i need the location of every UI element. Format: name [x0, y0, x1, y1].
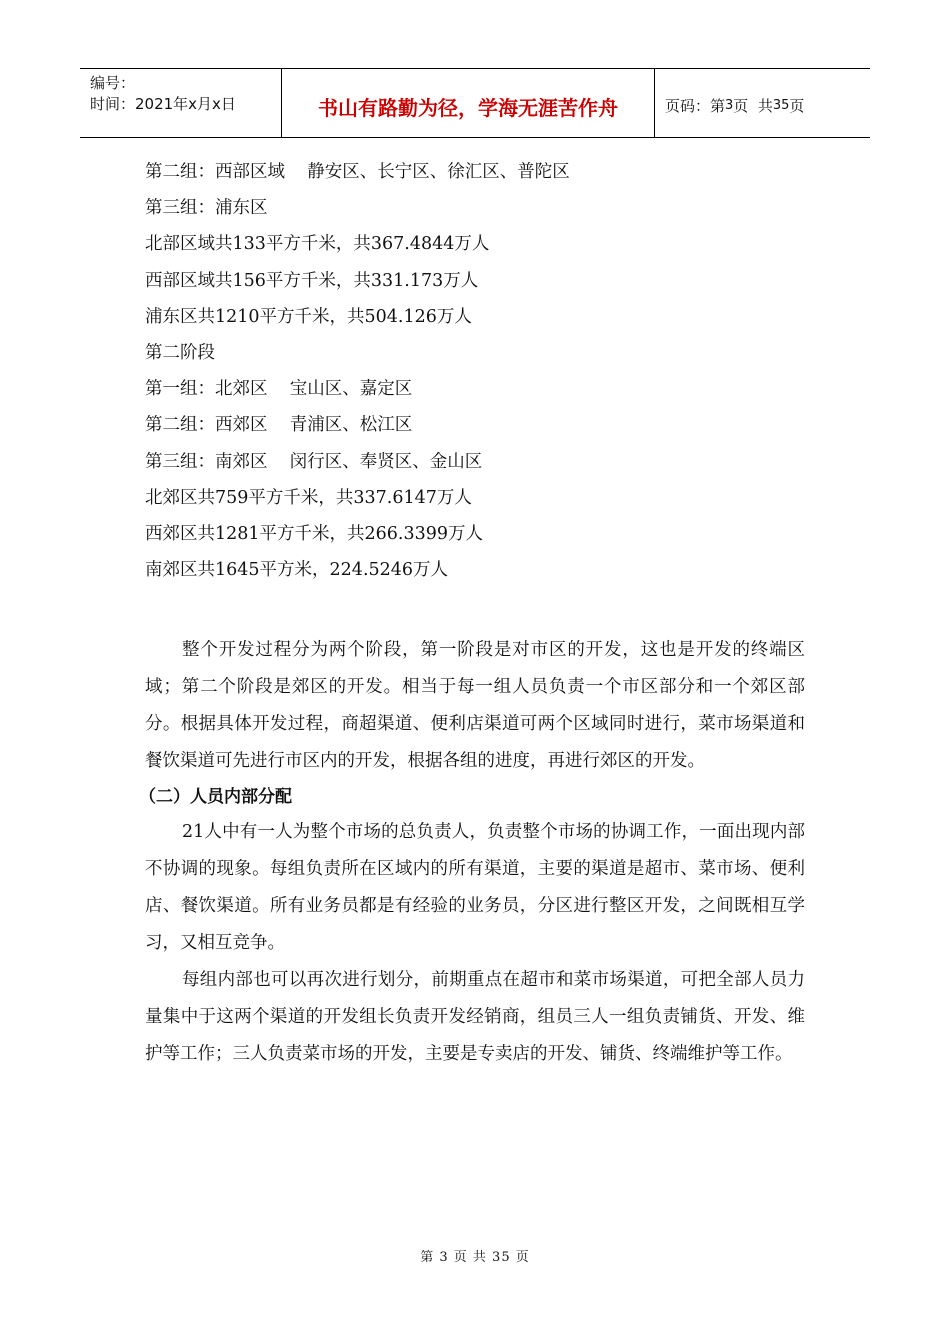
document-body: [139, 154, 805, 1073]
text-line: 北部区域共133平方千米，共367.4844万人: [145, 234, 490, 255]
text-line: 西郊区共1281平方千米，共266.3399万人: [145, 524, 484, 545]
time-label: 时间：2021年x月x日: [90, 95, 236, 113]
text-line: 第三组：南郊区 闵行区、奉贤区、金山区: [145, 451, 483, 472]
page-current: 3: [725, 97, 734, 113]
text-line: 第二组：西部区域 静安区、长宁区、徐汇区、普陀区: [145, 162, 570, 182]
page-total: 35: [772, 97, 790, 113]
page-mid: 页 共: [733, 96, 773, 115]
number-label: 编号：: [90, 74, 136, 92]
text-line: 第三组：浦东区: [145, 198, 268, 219]
section-title: （二）人员内部分配: [139, 787, 292, 808]
text-line: 南郊区共1645平方米，224.5246万人: [145, 560, 449, 581]
text-line: 浦东区共1210平方千米，共504.126万人: [145, 306, 472, 327]
paragraph-staff-allocation: 21人中有一人为整个市场的总负责人，负责整个市场的协调工作，一面出现内部不协调的现象。每组负责所在区域内的所有渠道，主要的渠道是超市、菜市场、便利店、餐饮渠道。所有业务员都是有经验的业务员，分区进行整区开发，之间既相互学习，又相互竞争。: [145, 822, 805, 954]
page-prefix: 页码：第: [665, 96, 726, 115]
header-motto: 书山有路勤为径，学海无涯苦作舟: [282, 69, 655, 137]
paragraph-development-stages: 整个开发过程分为两个阶段，第一阶段是对市区的开发，这也是开发的终端区域；第二个阶段是郊区的开发。相当于每一组人员负责一个市区部分和一个郊区部分。根据具体开发过程，商超渠道、便利店渠道可两个区域同时进行，菜市场渠道和餐饮渠道可先进行市区内的开发，根据各组的进度，再进行郊区的开发。: [145, 640, 805, 772]
text-line: 北郊区共759平方千米，共337.6147万人: [145, 487, 472, 508]
text-line: 西部区域共156平方千米，共331.173万人: [145, 270, 479, 291]
page-footer: 第 3 页 共 35 页: [420, 1250, 530, 1265]
stage-heading: 第二阶段: [145, 343, 215, 364]
spacer: [145, 588, 805, 632]
page-suffix: 页: [789, 96, 805, 115]
paragraph-group-division: 每组内部也可以再次进行划分，前期重点在超市和菜市场渠道，可把全部人员力量集中于这两个渠道的开发组长负责开发经销商，组员三人一组负责铺货、开发、维护等工作；三人负责菜市场的开发，主要是专卖店的开发、铺货、终端维护等工作。: [145, 970, 805, 1065]
text-line: 第二组：西郊区 青浦区、松江区: [145, 415, 413, 436]
page-header: [80, 68, 870, 138]
header-meta: [80, 69, 282, 137]
text-line: 第一组：北郊区 宝山区、嘉定区: [145, 379, 413, 400]
header-page-info: [655, 69, 870, 137]
